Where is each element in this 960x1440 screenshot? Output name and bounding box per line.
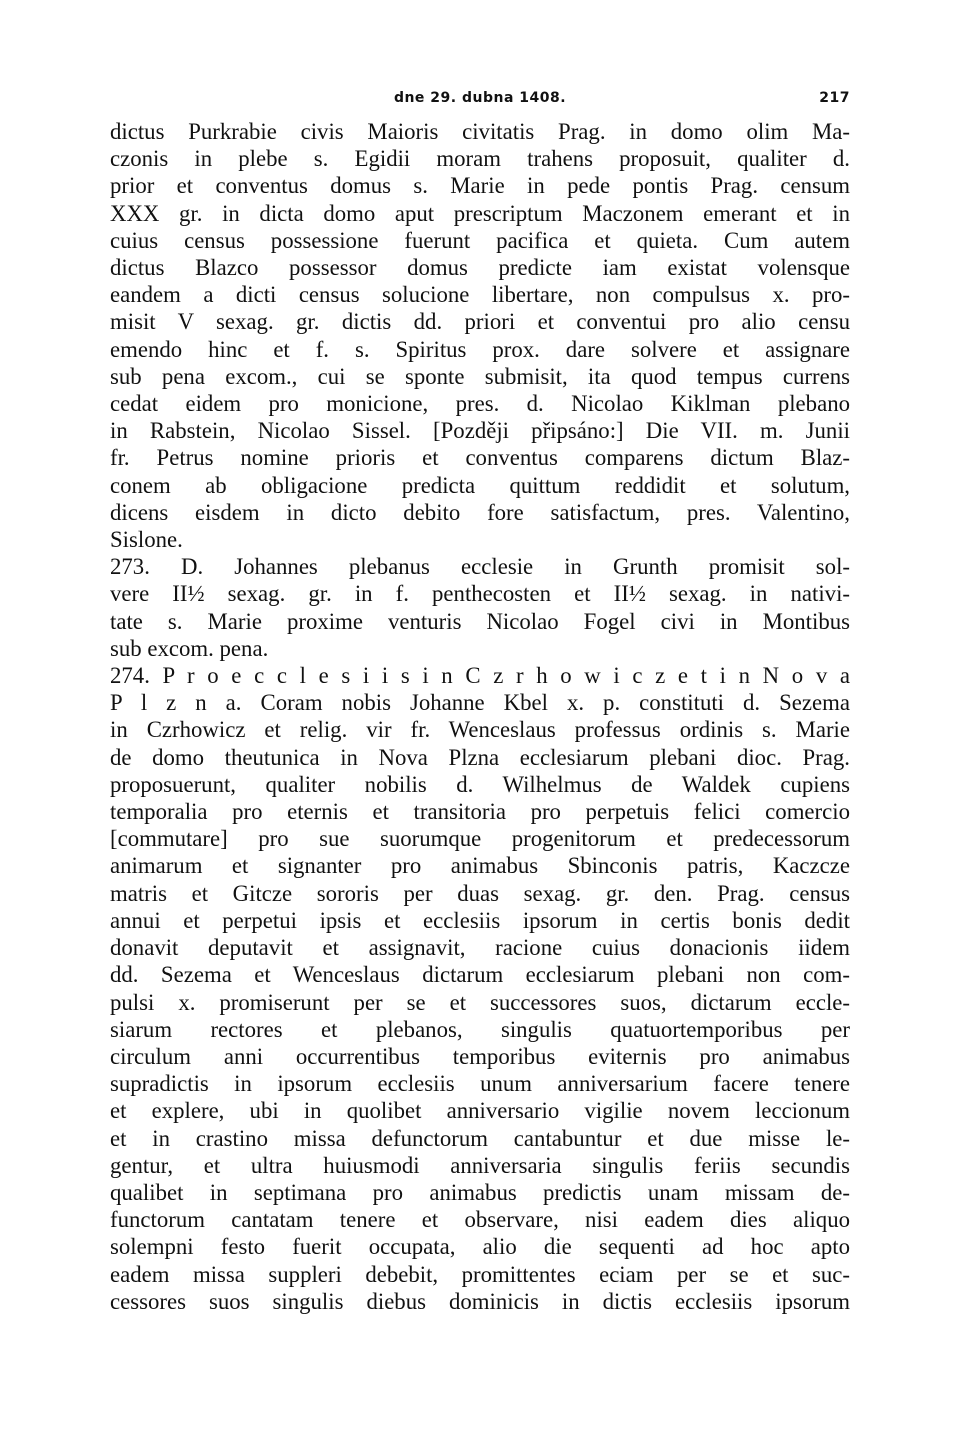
text-line: cuius census possessione fuerunt pacifica et quieta. Cum autem [110, 227, 850, 253]
text-line: circulum anni occurrentibus temporibus eviternis pro animabus [110, 1043, 850, 1069]
text-line: conem ab obligacione predicta quittum reddidit et solutum, [110, 472, 850, 498]
text-line: in Rabstein, Nicolao Sissel. [Později připsáno:] Die VII. m. Junii [110, 418, 850, 444]
text-line: fr. Petrus nomine prioris et conventus comparens dictum Blaz- [110, 445, 850, 471]
text-line: annui et perpetui ipsis et ecclesiis ipsorum in certis bonis dedit [110, 907, 850, 933]
text-line: de domo theutunica in Nova Plzna ecclesiarum plebani dioc. Prag. [110, 744, 850, 770]
text-line: sub pena excom., cui se sponte submisit, ita quod tempus currens [110, 363, 850, 389]
running-head [110, 82, 850, 118]
text-line: dicens eisdem in dicto debito fore satisfactum, pres. Valentino, [110, 499, 850, 525]
text-line: solempni festo fuerit occupata, alio die sequenti ad hoc apto [110, 1234, 850, 1260]
text-line: animarum et signanter pro animabus Sbinconis patris, Kaczcze [110, 853, 850, 879]
text-line: P l z n a. Coram nobis Johanne Kbel x. p. constituti d. Sezema [110, 690, 850, 716]
text-line: czonis in plebe s. Egidii moram trahens proposuit, qualiter d. [110, 146, 850, 172]
text-line: supradictis in ipsorum ecclesiis unum anniversarium facere tenere [110, 1071, 850, 1097]
text-line: proposuerunt, qualiter nobilis d. Wilhelmus de Waldek cupiens [110, 771, 850, 797]
body-text [110, 118, 850, 1315]
text-line: dictus Purkrabie civis Maioris civitatis Prag. in domo olim Ma- [110, 119, 850, 144]
text-line: pulsi x. promiserunt per se et successores suos, dictarum eccle- [110, 989, 850, 1015]
text-line: cedat eidem pro monicione, pres. d. Nicolao Kiklman plebano [110, 391, 850, 417]
text-line: vere II½ sexag. gr. in f. penthecosten et II½ sexag. in nativi- [110, 581, 850, 607]
text-line: tate s. Marie proxime venturis Nicolao Fogel civi in Montibus [110, 608, 850, 634]
text-line: Sislone. [110, 527, 183, 553]
text-line: emendo hinc et f. s. Spiritus prox. dare solvere et assignare [110, 336, 850, 362]
text-line: et explere, ubi in quolibet anniversario vigilie novem leccionum [110, 1098, 850, 1124]
running-title: dne 29. dubna 1408. [393, 90, 567, 106]
text-line: [commutare] pro sue suorumque progenitorum et predecessorum [110, 826, 850, 852]
text-line: XXX gr. in dicta domo aput prescriptum Maczonem emerant et in [110, 200, 850, 226]
text-line: sub excom. pena. [110, 635, 269, 661]
text-line: 273. D. Johannes plebanus ecclesie in Grunth promisit sol- [110, 554, 850, 580]
text-line: in Czrhowicz et relig. vir fr. Wenceslaus professus ordinis s. Marie [110, 717, 850, 743]
document-page [110, 82, 850, 1315]
text-line: misit V sexag. gr. dictis dd. priori et conventui pro alio censu [110, 309, 850, 335]
text-line: donavit deputavit et assignavit, racione cuius donacionis iidem [110, 935, 850, 961]
text-line: eadem missa suppleri debebit, promittentes eciam per se et suc- [110, 1261, 850, 1287]
text-line: prior et conventus domus s. Marie in pede pontis Prag. censum [110, 173, 850, 199]
text-line: siarum rectores et plebanos, singulis quatuortemporibus per [110, 1016, 850, 1042]
text-line: cessores suos singulis diebus dominicis in dictis ecclesiis ipsorum [110, 1288, 850, 1314]
text-line: gentur, et ultra huiusmodi anniversaria singulis feriis secundis [110, 1152, 850, 1178]
text-line: eandem a dicti census solucione libertare, non compulsus x. pro- [110, 282, 850, 308]
text-line: qualibet in septimana pro animabus predictis unam missam de- [110, 1179, 850, 1205]
text-line: temporalia pro eternis et transitoria pro perpetuis felici comercio [110, 799, 850, 825]
text-line: et in crastino missa defunctorum cantabuntur et due misse le- [110, 1125, 850, 1151]
page-number: 217 [819, 90, 850, 106]
text-line: matris et Gitcze sororis per duas sexag. gr. den. Prag. census [110, 880, 850, 906]
text-line: dd. Sezema et Wenceslaus dictarum ecclesiarum plebani non com- [110, 962, 850, 988]
text-line: functorum cantatam tenere et observare, nisi eadem dies aliquo [110, 1207, 850, 1233]
text-line: 274. P r o e c c l e s i i s i n C z r h o w i c z e t i n N o v a [110, 663, 850, 689]
text-line: dictus Blazco possessor domus predicte iam existat volensque [110, 255, 850, 281]
